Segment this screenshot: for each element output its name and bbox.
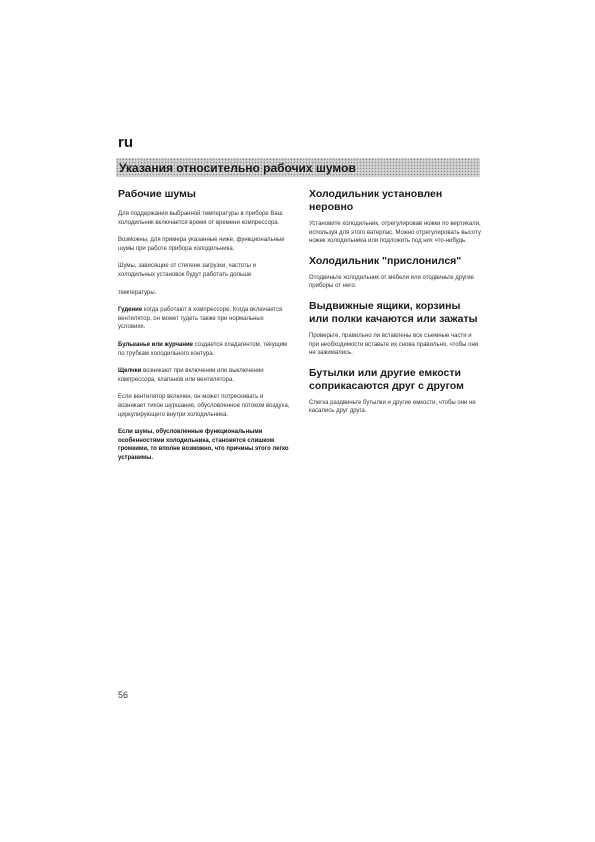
right-column xyxy=(309,188,481,425)
paragraph: Если вентилятор включен, он может потрескивать и возникает тихое шуршание, обусловленное потоком воздуха, циркулирующего внутри холодильника. xyxy=(118,394,290,418)
language-code: ru xyxy=(118,134,133,151)
paragraph: Шумы, зависящие от степени загрузки, частоты и холодильных установок будут работать дольше xyxy=(118,263,256,278)
paragraph: Щелчки возникают при включении или выключении компрессора, клапанов или вентилятора. xyxy=(118,368,264,383)
section-text: Слегка раздвиньте бутылки и другие емкости, чтобы они не касались друг друга. xyxy=(309,399,476,415)
paragraph: Гудение когда работают в компрессоре. Когда включается вентилятор, он может гудеть также при нормальных условиях. xyxy=(118,307,283,331)
section-heading: Холодильник "прислонился" xyxy=(309,254,462,267)
paragraph: температуры. xyxy=(118,289,157,296)
paragraph: Возможны, для примера указанные ниже, функциональные шумы при работе прибора холодильника. xyxy=(118,237,285,252)
section-heading: Выдвижные ящики, корзины или полки качаются или зажаты xyxy=(309,299,478,325)
left-column xyxy=(118,188,290,471)
section-banner xyxy=(116,158,480,177)
paragraph: Для поддержания выбранной температуры в приборе Ваш холодильник включается время от времени компрессора. xyxy=(118,211,283,226)
section-heading: Бутылки или другие емкости соприкасаются друг с другом xyxy=(309,366,464,392)
paragraph: Бульканье или журчание создается хладагентом, текущим по трубкам холодильного контура. xyxy=(118,341,288,357)
page-number: 56 xyxy=(118,690,129,700)
section-text: Проверьте, правильно ли вставлены все съемные части и при необходимости вставьте их снова правильно, чтобы они не зажимались. xyxy=(309,332,479,357)
section-text: Отодвиньте холодильник от мебели или отодвиньте другие приборы от него. xyxy=(309,274,474,290)
closing-paragraph: Если шумы, обусловленные функциональными особенностями холодильника, становятся слишком громкими, то вполне возможно, что причины этого легко устранимы. xyxy=(118,429,289,461)
section-heading: Холодильник установлен неровно xyxy=(309,188,443,213)
banner-title: Указания относительно рабочих шумов xyxy=(119,160,356,175)
left-heading: Рабочие шумы xyxy=(118,188,196,200)
section-text: Установите холодильник, отрегулировав ножки по вертикали, используя для этого ватерпас. Можно отрегулировать высоту ножек холодильника или подложить под них что-нибудь. xyxy=(309,221,481,245)
